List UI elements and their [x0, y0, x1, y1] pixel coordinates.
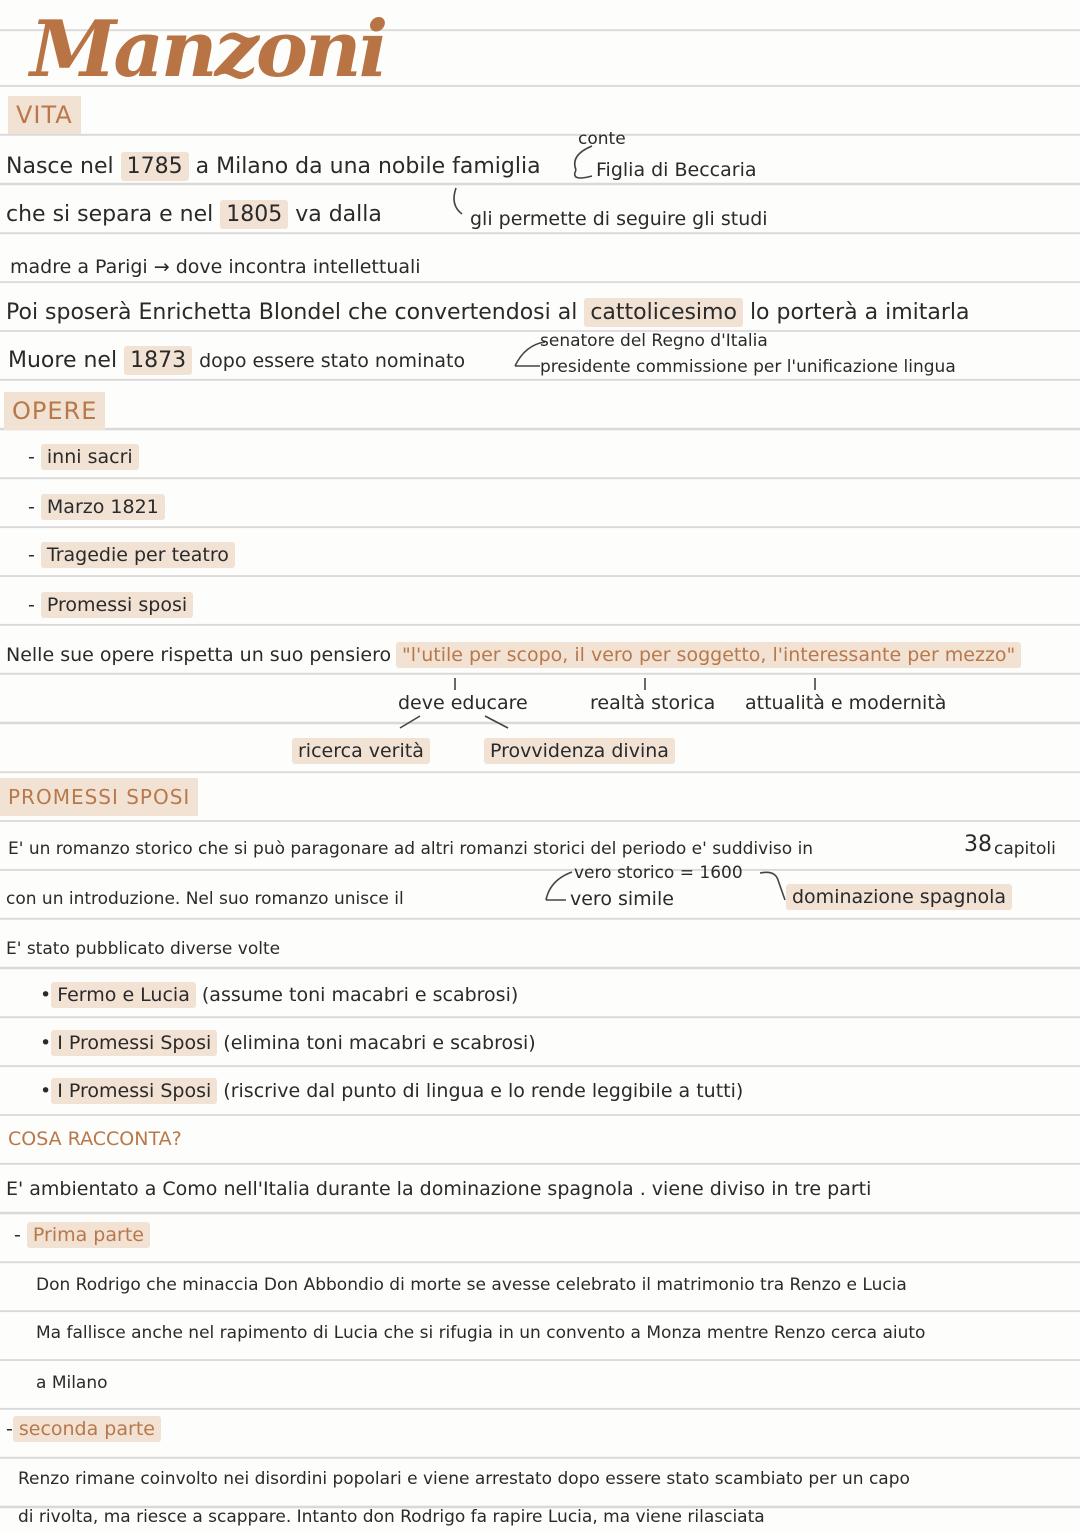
note-conte: conte	[578, 129, 626, 149]
note-deve-educare: deve educare	[398, 692, 528, 714]
dominazione-label: dominazione spagnola	[786, 884, 1012, 910]
seconda-heading: seconda parte	[13, 1416, 161, 1442]
racconta-line-1: E' ambientato a Como nell'Italia durante la dominazione spagnola . viene diviso in tre parti	[6, 1178, 872, 1200]
highlight-cattolicesimo: cattolicesimo	[584, 298, 743, 327]
text: lo porterà a imitarla	[749, 300, 970, 325]
note-dominazione	[786, 882, 1012, 912]
item-label: Tragedie per teatro	[41, 542, 235, 568]
note-ricerca	[292, 736, 430, 766]
item-label: inni sacri	[41, 444, 139, 470]
prima-parte-label: - Prima parte	[14, 1220, 150, 1250]
section-heading-vita: VITA	[8, 96, 81, 134]
seconda-line-2: di rivolta, ma riesce a scappare. Intanto don Rodrigo fa rapire Lucia, ma viene rilasciata	[18, 1507, 765, 1527]
text: Muore nel	[8, 348, 118, 373]
text: Nasce nel	[6, 154, 114, 179]
version-3: • I Promessi Sposi (riscrive dal punto di lingua e lo rende leggibile a tutti)	[40, 1080, 744, 1102]
text: dopo essere stato nominato	[199, 350, 466, 372]
page-title: Manzoni	[30, 4, 386, 95]
note-attualita: attualità e modernità	[745, 692, 947, 714]
opere-item-1: - inni sacri	[28, 442, 139, 472]
prima-heading: Prima parte	[27, 1222, 150, 1248]
quote-text: "l'utile per scopo, il vero per soggetto, l'interessante per mezzo"	[396, 642, 1021, 668]
item-label: Marzo 1821	[41, 494, 165, 520]
promessi-line-3: E' stato pubblicato diverse volte	[6, 939, 281, 959]
text: a Milano da una nobile famiglia	[195, 154, 541, 179]
version-note: (assume toni macabri e scabrosi)	[201, 984, 519, 1006]
capitoli-label: capitoli	[994, 839, 1056, 859]
ricerca-label: ricerca verità	[292, 738, 430, 764]
note-presidente: presidente commissione per l'unificazione lingua	[540, 357, 956, 377]
version-2: • I Promessi Sposi (elimina toni macabri e scabrosi)	[40, 1032, 536, 1054]
note-vero-simile: vero simile	[570, 888, 674, 910]
note-provvidenza	[484, 736, 675, 766]
note-vero-storico: vero storico = 1600	[574, 863, 743, 883]
version-title: Fermo e Lucia	[51, 982, 196, 1008]
promessi-line-1: E' un romanzo storico che si può paragonare ad altri romanzi storici del periodo e' suddiviso in	[8, 839, 814, 859]
seconda-parte-label: - seconda parte	[6, 1414, 161, 1444]
capitoli-number: 38	[964, 832, 992, 857]
version-title: I Promessi Sposi	[51, 1030, 217, 1056]
note-senatore: senatore del Regno d'Italia	[540, 331, 768, 351]
opere-pensiero: Nelle sue opere rispetta un suo pensiero	[6, 644, 392, 666]
section-heading-promessi: PROMESSI SPOSI	[0, 778, 198, 816]
vita-line-5	[8, 346, 465, 376]
vita-line-2	[6, 200, 382, 230]
prima-line-3: a Milano	[36, 1373, 108, 1393]
text: Poi sposerà Enrichetta Blondel che convertendosi al	[6, 300, 578, 325]
prima-line-1: Don Rodrigo che minaccia Don Abbondio di morte se avesse celebrato il matrimonio tra Renzo e Lucia	[36, 1275, 907, 1295]
version-title: I Promessi Sposi	[51, 1078, 217, 1104]
prima-line-2: Ma fallisce anche nel rapimento di Lucia che si rifugia in un convento a Monza mentre Renzo cerca aiuto	[36, 1323, 926, 1343]
year-death: 1873	[124, 346, 192, 375]
vita-line-3: madre a Parigi → dove incontra intellettuali	[10, 256, 421, 278]
vita-line-4	[6, 298, 970, 328]
opere-quote	[396, 640, 1021, 670]
text: che si separa e nel	[6, 202, 214, 227]
note-studi: gli permette di seguire gli studi	[470, 208, 768, 230]
section-heading-racconta: COSA RACCONTA?	[8, 1128, 182, 1150]
provvidenza-label: Provvidenza divina	[484, 738, 675, 764]
year-separation: 1805	[220, 200, 288, 229]
opere-item-2: - Marzo 1821	[28, 492, 165, 522]
version-1: • Fermo e Lucia (assume toni macabri e scabrosi)	[40, 984, 519, 1006]
text: va dalla	[295, 202, 382, 227]
year-birth: 1785	[121, 152, 189, 181]
note-realta: realtà storica	[590, 692, 716, 714]
vita-line-1	[6, 152, 541, 182]
section-heading-opere: OPERE	[4, 392, 105, 430]
version-note: (riscrive dal punto di lingua e lo rende leggibile a tutti)	[223, 1080, 744, 1102]
note-figlia: Figlia di Beccaria	[596, 159, 757, 181]
version-note: (elimina toni macabri e scabrosi)	[223, 1032, 536, 1054]
seconda-line-1: Renzo rimane coinvolto nei disordini popolari e viene arrestato dopo essere stato scambiato per un capo	[18, 1469, 910, 1489]
opere-item-3: - Tragedie per teatro	[28, 540, 235, 570]
item-label: Promessi sposi	[41, 592, 193, 618]
opere-item-4: - Promessi sposi	[28, 590, 193, 620]
promessi-line-2: con un introduzione. Nel suo romanzo unisce il	[6, 889, 404, 909]
